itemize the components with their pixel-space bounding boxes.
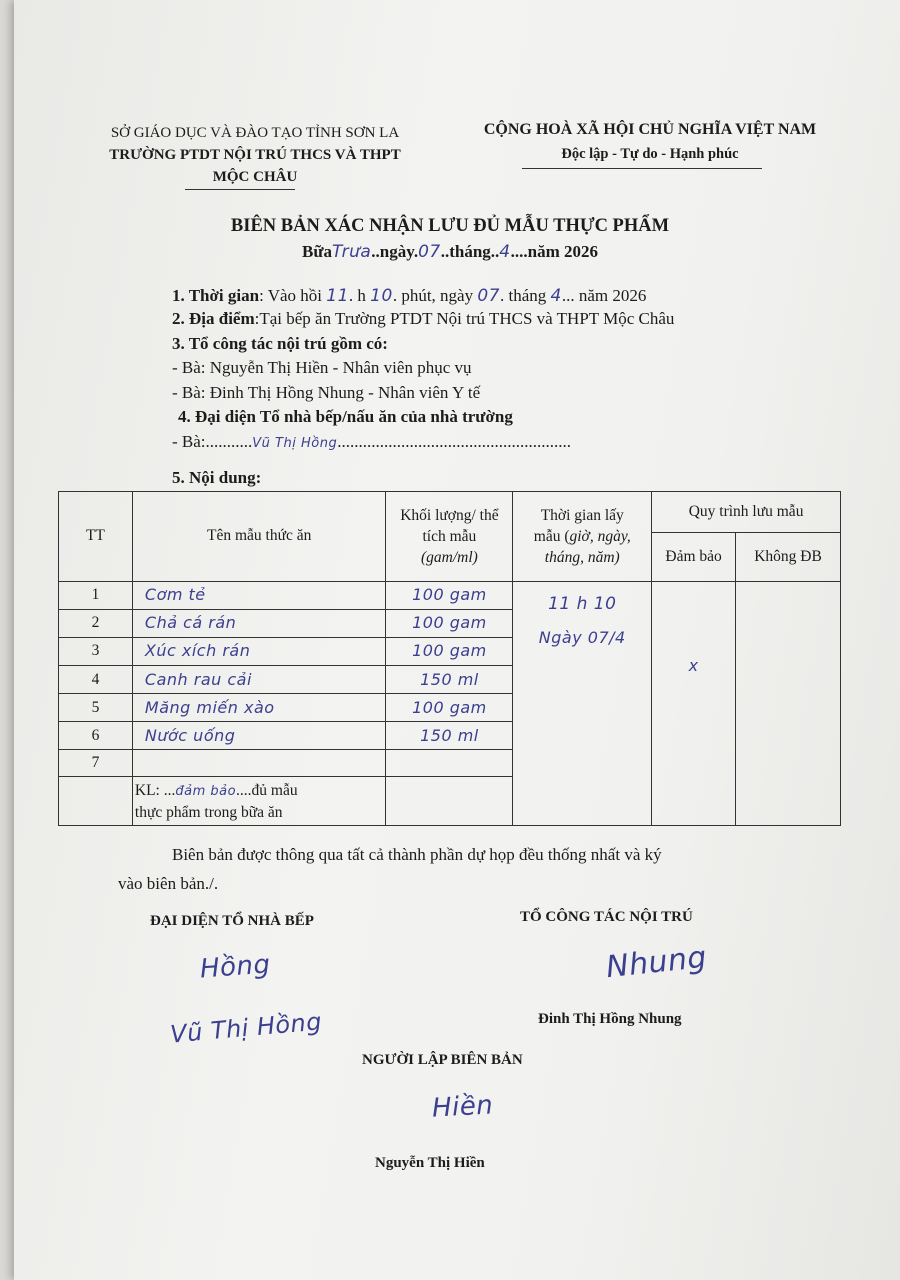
header-time-line2 [517, 526, 647, 547]
kitchen-prefix: - Bà:........... [172, 432, 253, 451]
kitchen-signature: Hồng [199, 949, 272, 985]
time-h: . h [348, 286, 366, 305]
header-time-line2b: giờ, ngày, [569, 527, 631, 545]
header-ok: Đảm bảo [652, 533, 736, 582]
ok-mark-handwritten: x [688, 655, 699, 675]
team-member-1: - Bà: Nguyễn Thị Hiền - Nhân viên phục vụ [172, 358, 472, 377]
team-member-2: - Bà: Đinh Thị Hồng Nhung - Nhân viên Y tế [172, 383, 481, 402]
kitchen-sign-title: ĐẠI DIỆN TỔ NHÀ BẾP [150, 913, 314, 929]
writer-sign-title: NGƯỜI LẬP BIÊN BẢN [362, 1052, 523, 1068]
sample-time-cell [513, 581, 652, 825]
row-weight: 150 ml [420, 669, 479, 689]
row-tt: 4 [59, 665, 133, 693]
subtitle-prefix: Bữa [302, 242, 333, 261]
month-handwritten: 4 [499, 242, 511, 262]
row-food-name: Chả cá rán [144, 613, 237, 633]
time-suffix: ... năm 2026 [561, 286, 647, 305]
conclusion-cell [132, 777, 386, 826]
kitchen-name-signature: Vũ Thị Hồng [169, 1007, 324, 1049]
team-sign-title: TỔ CÔNG TÁC NỘI TRÚ [520, 909, 693, 925]
meal-handwritten: Trưa [332, 242, 372, 262]
document-title: BIÊN BẢN XÁC NHẬN LƯU ĐỦ MẪU THỰC PHẨM [230, 216, 670, 236]
writer-signature: Hiền [431, 1090, 494, 1124]
country-name: CỘNG HOÀ XÃ HỘI CHỦ NGHĨA VIỆT NAM [483, 121, 817, 138]
row-food-name: Cơm tẻ [144, 585, 206, 605]
row-tt: 5 [59, 694, 133, 722]
header-weight-line2: tích mẫu [422, 527, 477, 545]
table-row [59, 581, 841, 609]
department-name: SỞ GIÁO DỤC VÀ ĐÀO TẠO TỈNH SƠN LA [110, 125, 400, 141]
time-mid: . phút, ngày [392, 286, 474, 305]
not-ok-cell [736, 581, 841, 825]
kitchen-name-handwritten: Vũ Thị Hồng [252, 436, 338, 451]
hour-handwritten: 11 [326, 286, 349, 306]
row-tt: 6 [59, 722, 133, 750]
kl-handwritten: đảm bảo [175, 783, 237, 799]
sample-date-handwritten: Ngày 07/4 [538, 627, 626, 647]
row-tt: 1 [59, 581, 133, 609]
header-weight-line1: Khối lượng/ thể [400, 506, 499, 524]
kitchen-representative [172, 432, 571, 452]
closing-line1: Biên bản được thông qua tất cả thành phần dự họp đều thống nhất và ký [172, 845, 662, 864]
content-label: 5. Nội dung: [172, 468, 262, 487]
header-time-line3: tháng, năm) [544, 548, 620, 566]
row-tt: 7 [59, 750, 133, 777]
food-sample-table [58, 491, 841, 826]
header-left-rule [185, 189, 295, 190]
writer-sign-name: Nguyễn Thị Hiền [375, 1155, 485, 1171]
school-name-line1: TRƯỜNG PTDT NỘI TRÚ THCS VÀ THPT [109, 147, 401, 163]
subtitle-year: ....năm 2026 [510, 242, 598, 261]
header-time-line1: Thời gian lấy [540, 506, 624, 524]
row-weight: 100 gam [412, 613, 487, 633]
row-food-name: Xúc xích rán [144, 641, 251, 661]
row-tt: 2 [59, 609, 133, 637]
header-tt: TT [59, 492, 133, 582]
section-time [172, 286, 646, 306]
place-text: :Tại bếp ăn Trường PTDT Nội trú THCS và THPT Mộc Châu [254, 309, 675, 328]
team-signature: Nhung [604, 939, 709, 986]
team-label: 3. Tổ công tác nội trú gồm có: [172, 334, 388, 353]
time-mid2: . tháng [499, 286, 547, 305]
header-process: Quy trình lưu mẫu [652, 492, 841, 533]
header-not-ok: Không ĐB [736, 533, 841, 582]
header-time-line2a: mẫu ( [533, 527, 570, 545]
kl-prefix: KL: ... [134, 781, 176, 799]
time-day-handwritten: 07 [477, 286, 500, 306]
header-left [55, 122, 455, 188]
subtitle-day-label: ..ngày. [371, 242, 419, 261]
school-name-line2: MỘC CHÂU [212, 169, 298, 185]
kitchen-dots: ....................................................... [337, 432, 571, 451]
header-weight-line3: (gam/ml) [421, 548, 478, 566]
row-weight: 100 gam [412, 641, 487, 661]
row-weight: 150 ml [420, 725, 479, 745]
section-place [172, 309, 674, 329]
row-food-name: Canh rau cải [144, 669, 252, 689]
header-sample-time [513, 492, 652, 582]
kl-suffix: ....đủ mẫu [236, 781, 298, 799]
subtitle-month-label: ..tháng.. [440, 242, 500, 261]
day-handwritten: 07 [418, 242, 441, 262]
place-label: 2. Địa điểm [172, 309, 255, 328]
time-label: 1. Thời gian [172, 286, 260, 305]
closing-line2: vào biên bản./. [118, 874, 219, 893]
kitchen-label: 4. Đại diện Tổ nhà bếp/nấu ăn của nhà trường [178, 407, 513, 426]
sample-time-handwritten: 11 h 10 [548, 593, 617, 614]
row-tt: 3 [59, 637, 133, 665]
minute-handwritten: 10 [370, 286, 393, 306]
header-right-rule [522, 168, 762, 169]
header-food-name: Tên mẫu thức ăn [132, 492, 386, 582]
row-food-name: Nước uống [144, 725, 236, 745]
team-sign-name: Đinh Thị Hồng Nhung [538, 1011, 682, 1027]
row-food-name: Măng miến xào [144, 697, 275, 717]
header-right [460, 118, 840, 166]
motto: Độc lập - Tự do - Hạnh phúc [561, 146, 739, 162]
kl-line2: thực phẩm trong bữa ăn [134, 803, 283, 821]
row-weight: 100 gam [412, 697, 487, 717]
time-prefix: : Vào hồi [259, 286, 323, 305]
row-weight: 100 gam [412, 585, 487, 605]
document-subtitle [0, 242, 900, 262]
ok-cell [652, 581, 736, 825]
time-month-handwritten: 4 [550, 286, 562, 306]
header-weight [386, 492, 513, 582]
